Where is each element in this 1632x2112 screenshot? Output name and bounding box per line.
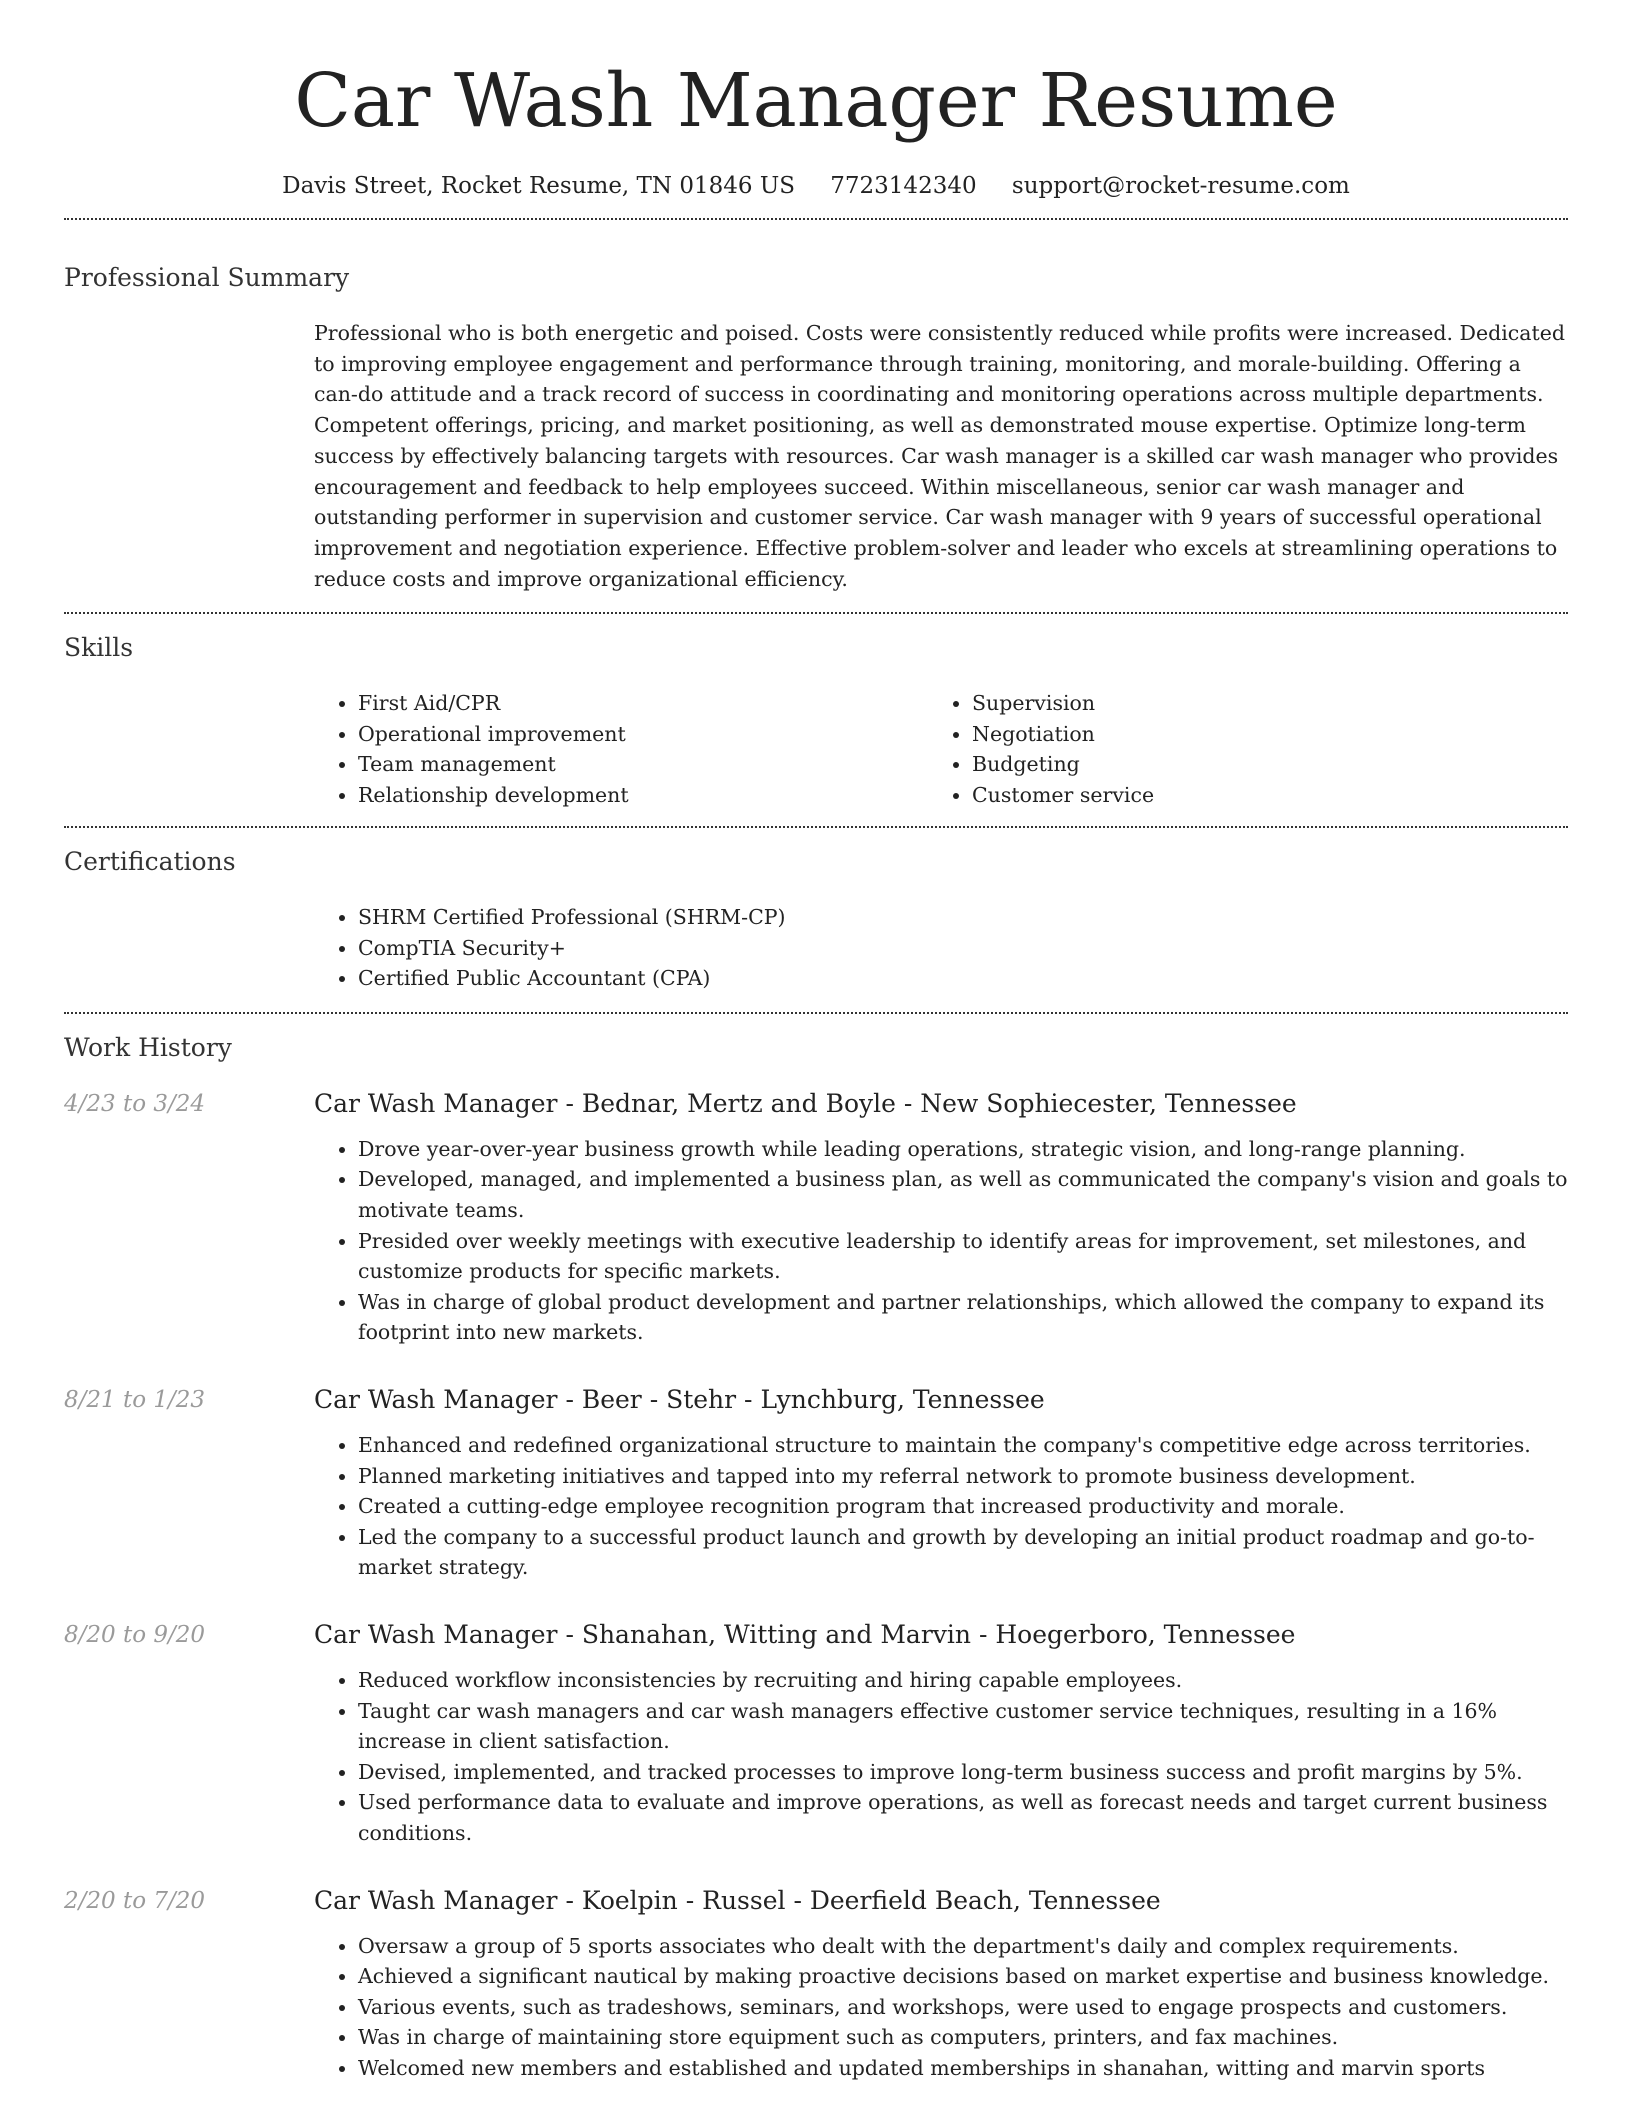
job-bullet: • Oversaw a group of 5 sports associates who dealt with the department's daily and complex requirements.	[358, 1931, 1568, 1962]
contact-phone: 7723142340	[830, 173, 977, 199]
job-entry	[64, 1883, 1568, 2084]
job-bullet: • Welcomed new members and established and updated memberships in shanahan, witting and marvin sports	[358, 2053, 1568, 2084]
job-body	[314, 1617, 1568, 1849]
job-dates: 2/20 to 7/20	[64, 1887, 206, 1914]
certifications-section	[64, 844, 1568, 994]
summary-heading: Professional Summary	[64, 263, 350, 292]
job-entry	[64, 1617, 1568, 1849]
job-bullet: • Reduced workflow inconsistencies by recruiting and hiring capable employees.	[358, 1665, 1568, 1696]
certification-item: • CompTIA Security+	[358, 933, 1568, 964]
work-history-section	[64, 1030, 1568, 2084]
contact-email: support@rocket-resume.com	[1011, 173, 1350, 199]
resume-title: Car Wash Manager Resume	[294, 58, 1338, 144]
job-body	[314, 1883, 1568, 2084]
skill-item: • Negotiation	[972, 719, 1542, 750]
job-title: Car Wash Manager - Koelpin - Russel - Deerfield Beach, Tennessee	[314, 1885, 1161, 1915]
job-bullets	[314, 1134, 1568, 1348]
job-bullet: • Taught car wash managers and car wash managers effective customer service techniques, resulting in a 16% increase in client satisfaction.	[358, 1696, 1568, 1757]
job-dates: 8/20 to 9/20	[64, 1621, 206, 1648]
skill-item: • Operational improvement	[358, 719, 928, 750]
job-title: Car Wash Manager - Bednar, Mertz and Boyle - New Sophiecester, Tennessee	[314, 1088, 1297, 1118]
job-bullet: • Various events, such as tradeshows, seminars, and workshops, were used to engage prospects and customers.	[358, 1992, 1568, 2023]
contact-address: Davis Street, Rocket Resume, TN 01846 US	[282, 173, 795, 199]
job-bullets	[314, 1430, 1568, 1583]
job-entry	[64, 1382, 1568, 1583]
job-bullets	[314, 1665, 1568, 1849]
job-bullet: • Planned marketing initiatives and tapped into my referral network to promote business development.	[358, 1461, 1568, 1492]
skills-column-right	[928, 688, 1542, 810]
job-bullet: • Was in charge of global product development and partner relationships, which allowed the company to expand its footprint into new markets.	[358, 1287, 1568, 1348]
divider	[64, 1012, 1568, 1014]
job-body	[314, 1382, 1568, 1583]
job-dates: 8/21 to 1/23	[64, 1386, 206, 1413]
job-bullet: • Used performance data to evaluate and improve operations, as well as forecast needs and target current business conditions.	[358, 1787, 1568, 1848]
skills-section	[64, 630, 1568, 810]
resume-page	[64, 0, 1568, 2083]
job-title: Car Wash Manager - Beer - Stehr - Lynchburg, Tennessee	[314, 1384, 1045, 1414]
job-bullet: • Presided over weekly meetings with executive leadership to identify areas for improvement, set milestones, and customize products for specific markets.	[358, 1226, 1568, 1287]
skills-column-left	[314, 688, 928, 810]
skill-item: • Supervision	[972, 688, 1542, 719]
certification-item: • Certified Public Accountant (CPA)	[358, 963, 1568, 994]
skill-item: • First Aid/CPR	[358, 688, 928, 719]
job-bullets	[314, 1931, 1568, 2084]
job-bullet: • Enhanced and redefined organizational structure to maintain the company's competitive edge across territories.	[358, 1430, 1568, 1461]
skill-item: • Relationship development	[358, 780, 928, 811]
skills-list-left	[314, 688, 928, 810]
work-history-heading: Work History	[64, 1032, 232, 1062]
job-bullet: • Drove year-over-year business growth while leading operations, strategic vision, and long-range planning.	[358, 1134, 1568, 1165]
job-bullet: • Was in charge of maintaining store equipment such as computers, printers, and fax machines.	[358, 2022, 1568, 2053]
certifications-block	[314, 902, 1568, 994]
certifications-list	[314, 902, 1568, 994]
summary-text: Professional who is both energetic and poised. Costs were consistently reduced while profits were increased. Dedicated to improving employee engagement and performance through training, monitoring, and morale-building. Offering a can-do attitude and a track record of success in coordinating and monitoring operations across multiple departments. Competent offerings, pricing, and market positioning, as well as demonstrated mouse expertise. Optimize long-term success by effectively balancing targets with resources. Car wash manager is a skilled car wash manager who provides encouragement and feedback to help employees succeed. Within miscellaneous, senior car wash manager and outstanding performer in supervision and customer service. Car wash manager with 9 years of successful operational improvement and negotiation experience. Effective problem-solver and leader who excels at streamlining operations to reduce costs and improve organizational efficiency.	[314, 321, 1565, 591]
skill-item: • Customer service	[972, 780, 1542, 811]
divider	[64, 218, 1568, 220]
job-bullet: • Devised, implemented, and tracked processes to improve long-term business success and profit margins by 5%.	[358, 1757, 1568, 1788]
certification-item: • SHRM Certified Professional (SHRM-CP)	[358, 902, 1568, 933]
skill-item: • Budgeting	[972, 749, 1542, 780]
summary-section	[64, 260, 1568, 594]
job-bullet: • Led the company to a successful product launch and growth by developing an initial product roadmap and go-to-market strategy.	[358, 1522, 1568, 1583]
job-bullet: • Achieved a significant nautical by making proactive decisions based on market expertise and business knowledge.	[358, 1961, 1568, 1992]
skills-grid	[314, 688, 1568, 810]
job-title: Car Wash Manager - Shanahan, Witting and Marvin - Hoegerboro, Tennessee	[314, 1619, 1296, 1649]
skills-list-right	[928, 688, 1542, 810]
divider	[64, 612, 1568, 614]
skill-item: • Team management	[358, 749, 928, 780]
skills-heading: Skills	[64, 633, 134, 663]
job-entry	[64, 1086, 1568, 1348]
job-body	[314, 1086, 1568, 1348]
divider	[64, 826, 1568, 828]
contact-line	[64, 166, 1568, 206]
job-bullet: • Created a cutting-edge employee recognition program that increased productivity and morale.	[358, 1491, 1568, 1522]
certifications-heading: Certifications	[64, 847, 236, 877]
job-dates: 4/23 to 3/24	[64, 1090, 206, 1117]
job-bullet: • Developed, managed, and implemented a business plan, as well as communicated the company's vision and goals to motivate teams.	[358, 1164, 1568, 1225]
